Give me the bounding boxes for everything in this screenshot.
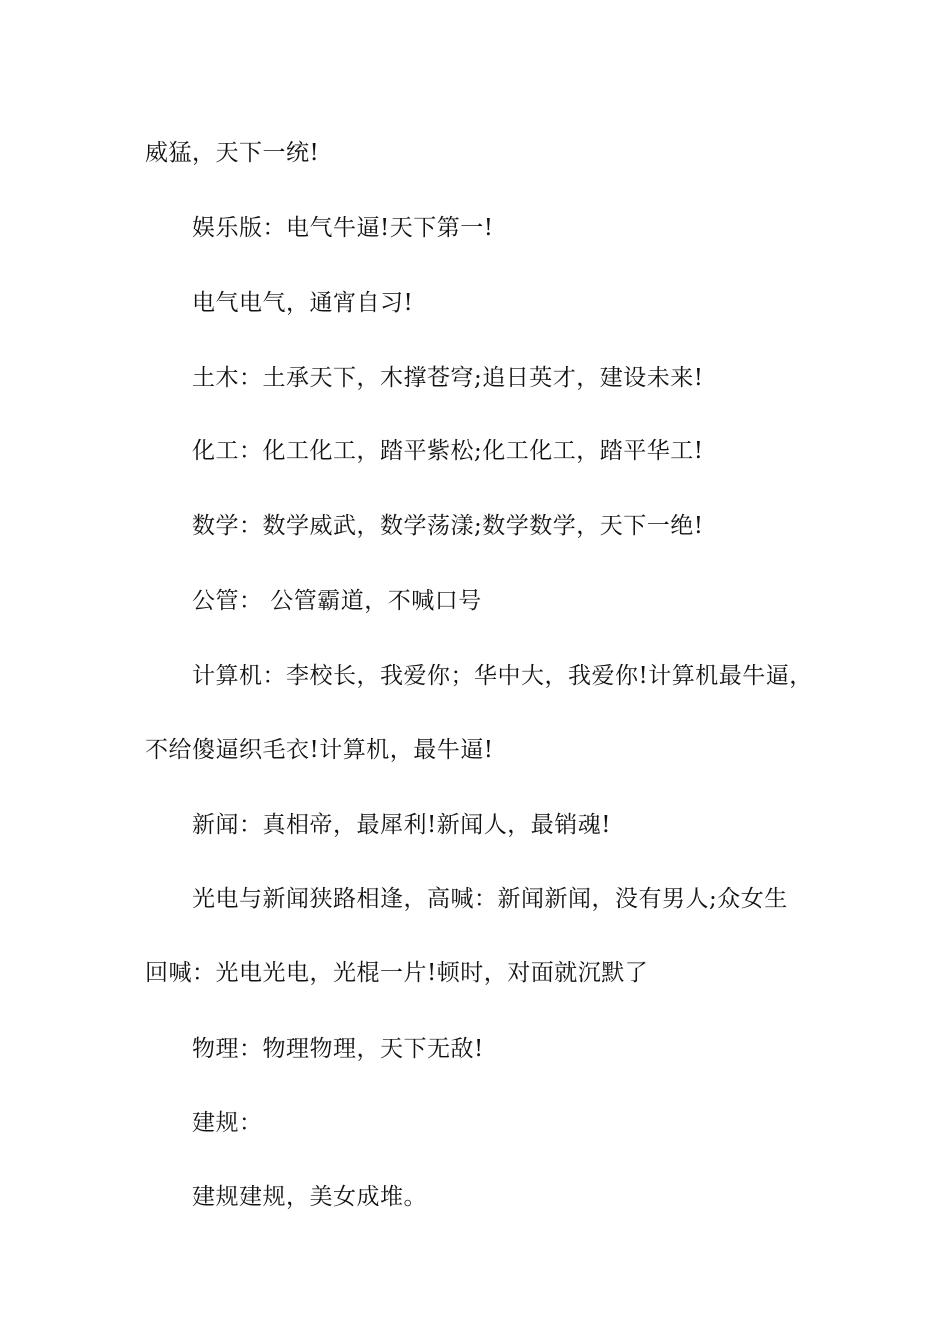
text-line: 不给傻逼织毛衣!计算机，最牛逼! [145,737,494,763]
text-line: 数学：数学威武，数学荡漾;数学数学，天下一绝! [192,513,704,539]
text-line: 电气电气，通宵自习! [192,290,414,316]
text-line: 物理：物理物理，天下无敌! [192,1036,484,1062]
text-line: 光电与新闻狭路相逢，高喊：新闻新闻，没有男人;众女生 [192,886,788,912]
text-line: 建规建规，美女成堆。 [192,1184,427,1210]
text-line: 新闻：真相帝，最犀利!新闻人，最销魂! [192,812,611,838]
text-line: 公管： 公管霸道，不喊口号 [192,588,482,614]
text-line: 化工：化工化工，踏平紫松;化工化工，踏平华工! [192,438,704,464]
text-line: 威猛，天下一统! [145,140,320,166]
text-line: 土木：土承天下，木撑苍穹;追日英才，建设未来! [192,365,704,391]
text-line: 回喊：光电光电，光棍一片!顿时，对面就沉默了 [145,960,649,986]
text-line: 建规： [192,1110,263,1136]
text-line: 娱乐版：电气牛逼!天下第一! [192,215,494,241]
text-line: 计算机：李校长，我爱你；华中大，我爱你!计算机最牛逼， [192,663,813,689]
